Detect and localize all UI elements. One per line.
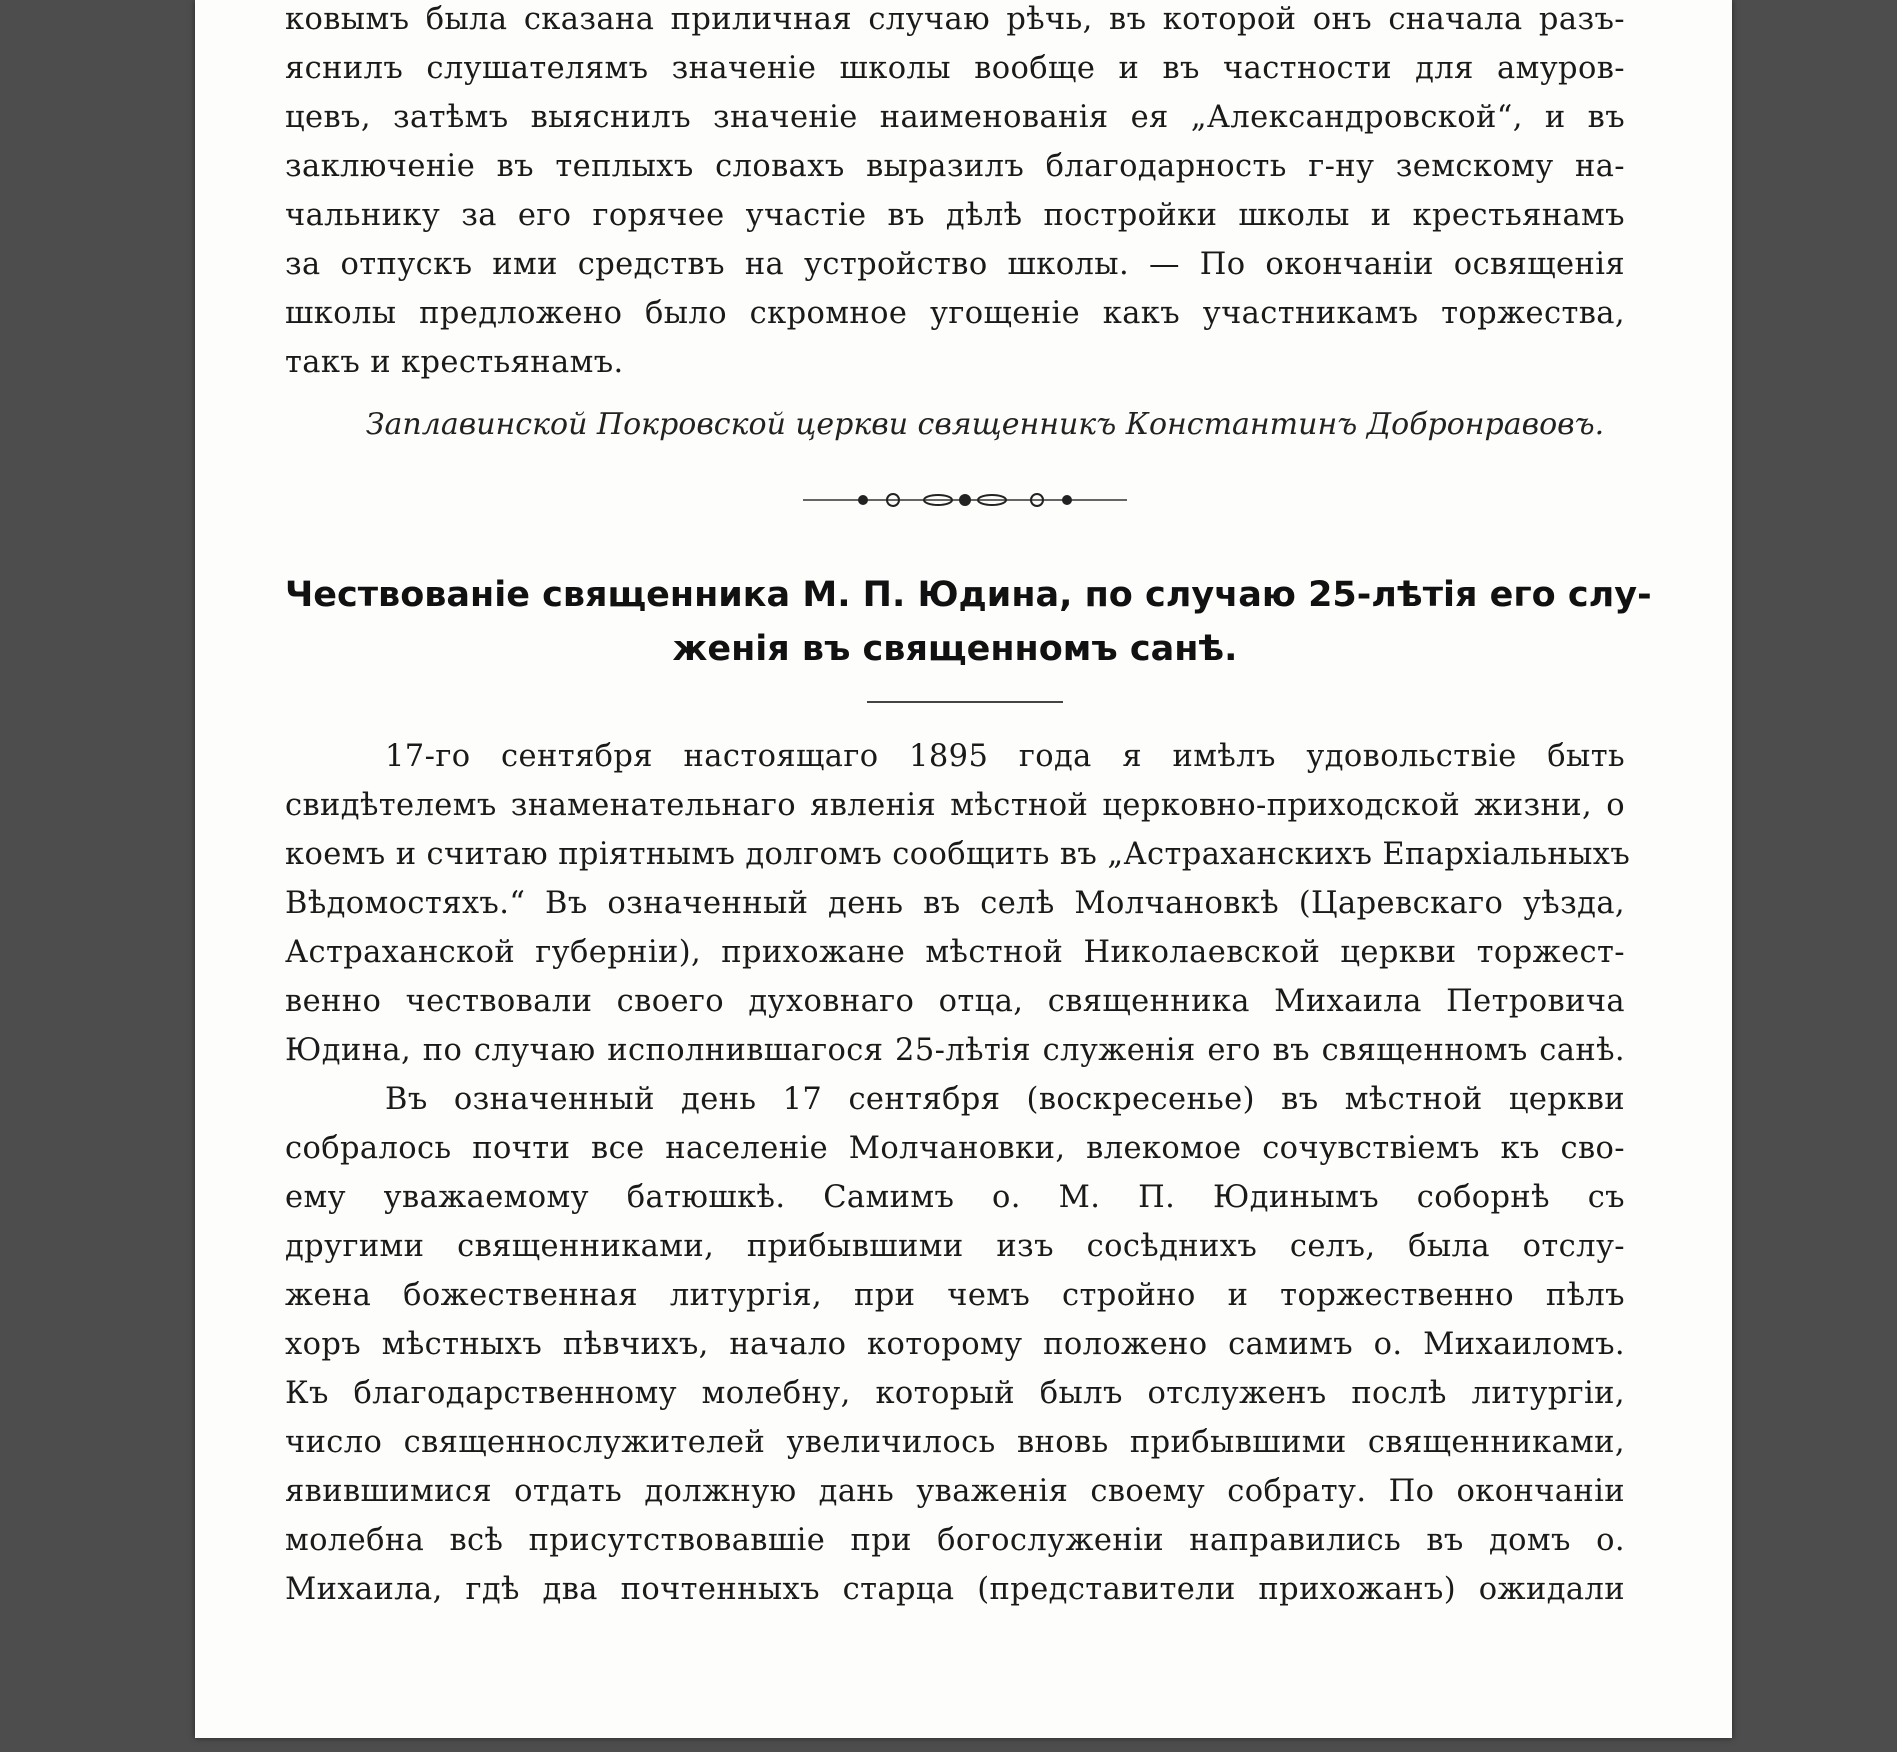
text-line: Астраханской губернiи), прихожане мѣстной Николаевской церкви торжест-	[285, 935, 1625, 970]
article-heading: женiя въ священномъ санѣ.	[672, 629, 1238, 669]
text-line: Юдина, по случаю исполнившагося 25-лѣтiя служенiя его въ священномъ санѣ.	[285, 1033, 1625, 1068]
text-line: школы предложено было скромное угощенiе какъ участникамъ торжества,	[285, 296, 1625, 331]
text-line: число священнослужителей увеличилось вновь прибывшими священниками,	[285, 1425, 1625, 1460]
text-line: за отпускъ ими средствъ на устройство школы. — По окончанiи освященiя	[285, 247, 1625, 282]
scanned-page	[195, 0, 1732, 1738]
text-line: коемъ и считаю прiятнымъ долгомъ сообщить въ „Астраханскихъ Епархiальныхъ	[285, 837, 1631, 872]
text-line: Въ означенный день 17 сентября (воскресенье) въ мѣстной церкви	[385, 1082, 1625, 1117]
text-line: жена божественная литургiя, при чемъ стройно и торжественно пѣлъ	[285, 1278, 1625, 1313]
text-line: Михаила, гдѣ два почтенныхъ старца (представители прихожанъ) ожидали	[285, 1572, 1625, 1607]
text-line: такъ и крестьянамъ.	[285, 345, 624, 380]
text-line: цевъ, затѣмъ выяснилъ значенiе наименованiя ея „Александровской“, и въ	[285, 100, 1625, 135]
text-line: ковымъ была сказана приличная случаю рѣчь, въ которой онъ сначала разъ-	[285, 2, 1625, 37]
text-line: другими священниками, прибывшими изъ сосѣднихъ селъ, была отслу-	[285, 1229, 1625, 1264]
article-heading: Чествованiе священника М. П. Юдина, по случаю 25-лѣтiя его слу-	[285, 575, 1652, 615]
signature-line: Заплавинской Покровской церкви священникъ Константинъ Добронравовъ.	[365, 407, 1605, 442]
text-line: собралось почти все населенiе Молчановки, влекомое сочувствiемъ къ сво-	[285, 1131, 1625, 1166]
text-line: свидѣтелемъ знаменательнаго явленiя мѣстной церковно-приходской жизни, о	[285, 788, 1625, 823]
text-line: заключенiе въ теплыхъ словахъ выразилъ благодарность г-ну земскому на-	[285, 149, 1625, 184]
text-line: чальнику за его горячее участiе въ дѣлѣ постройки школы и крестьянамъ	[285, 198, 1625, 233]
text-line: явившимися отдать должную дань уваженiя своему собрату. По окончанiи	[285, 1474, 1625, 1509]
text-line: ему уважаемому батюшкѣ. Самимъ о. М. П. Юдинымъ соборнѣ съ	[285, 1180, 1625, 1215]
text-line: молебна всѣ присутствовавшiе при богослуженiи направились въ домъ о.	[285, 1523, 1625, 1558]
text-line: Вѣдомостяхъ.“ Въ означенный день въ селѣ Молчановкѣ (Царевскаго уѣзда,	[285, 886, 1625, 921]
heading-rule	[867, 701, 1063, 703]
text-line: 17-го сентября настоящаго 1895 года я имѣлъ удовольствiе быть	[385, 739, 1625, 774]
ornament-divider	[803, 488, 1127, 512]
text-line: венно чествовали своего духовнаго отца, священника Михаила Петровича	[285, 984, 1625, 1019]
text-line: хоръ мѣстныхъ пѣвчихъ, начало которому положено самимъ о. Михаиломъ.	[285, 1327, 1625, 1362]
text-line: Къ благодарственному молебну, который былъ отслуженъ послѣ литургiи,	[285, 1376, 1625, 1411]
text-line: яснилъ слушателямъ значенiе школы вообще и въ частности для амуров-	[285, 51, 1625, 86]
